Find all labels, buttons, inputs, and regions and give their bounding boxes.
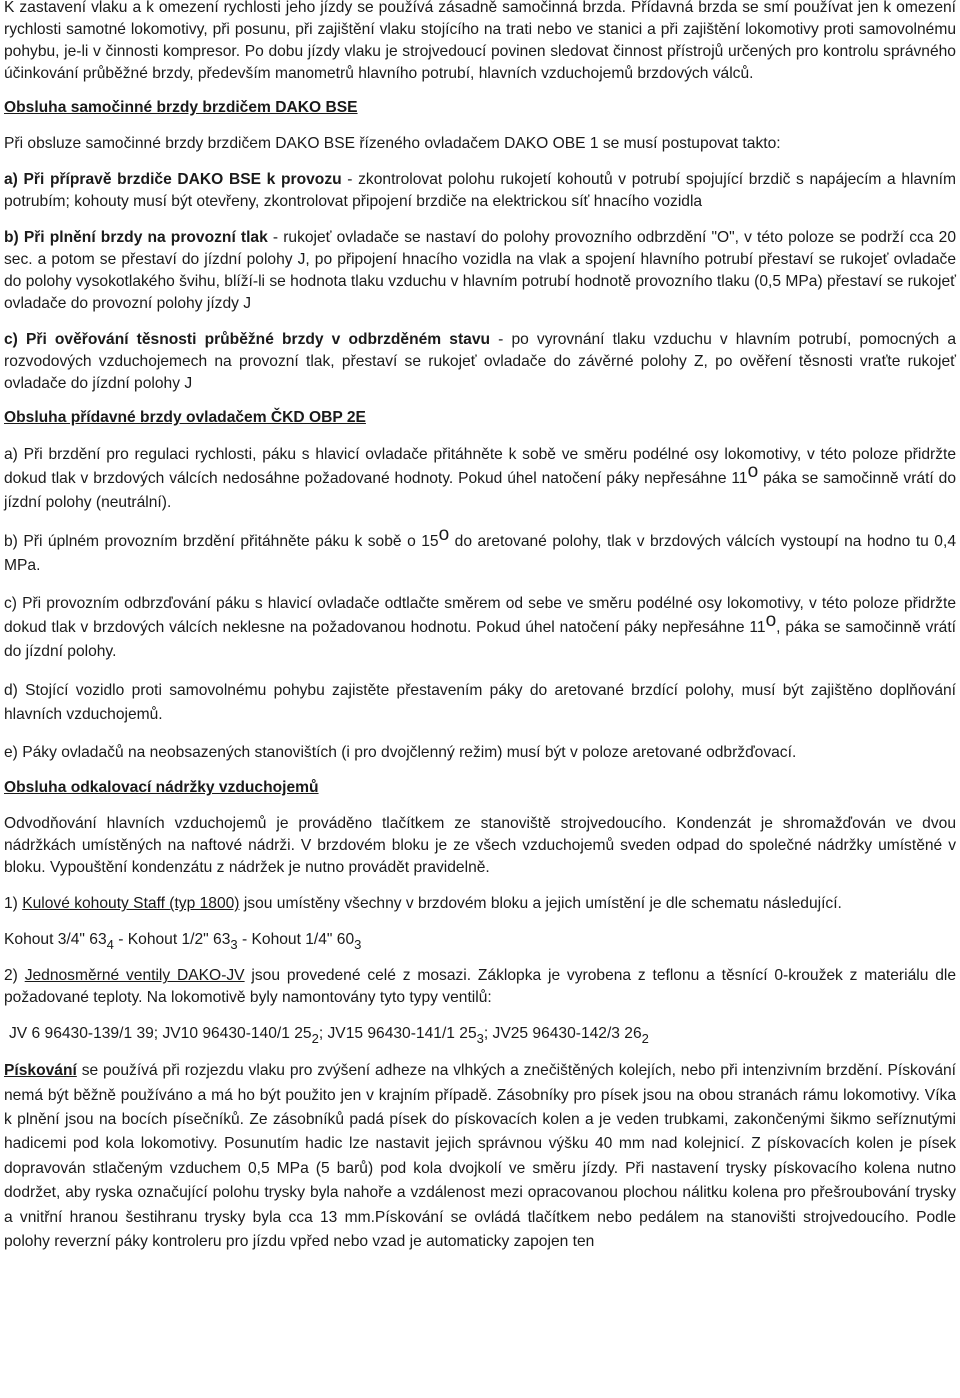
bse-item-b-text: - rukojeť ovladače se nastaví do polohy provozního odbrzdění "O", v této poloze se podrží cca 20 sec. a potom se přestaví do jízdní polohy J, po připojení hnacího vozidla na vlak a spojení hlavního potrubí přestaví se rukojeť ovladače do polohy vysokotlakého švihu, blíží-li se hodnota tlaku vzduchu v hlavním potrubí hodnotě provozního tlaku (0,5 MPa) přestaví se rukojeť ovladače do provozní polohy jízdy J [4,229,956,312]
staff-valves-link: Kulové kohouty Staff (typ 1800) [22,895,240,913]
obp-item-c-text-1: c) Při provozním odbrzďování páku s hlavicí ovladače odtlačte směrem od sebe ve směru podélné osy lokomotivy, v této poloze přidržte dokud tlak v brzdových válcích neklesne na požadovanou hodnotu. Pokud úhel natočení páky nepřesáhne 11 [4,595,956,637]
degree-sign: o [765,610,777,632]
dako-jv-link: Jednosměrné ventily DAKO-JV [24,967,245,985]
sanding-text: se používá při rozjezdu vlaku pro zvýšení adheze na vlhkých a znečištěných kolejích, nebo při intenzivním brzdění. Pískování nemá být běžně používáno a má ho být použito jen v krajním případě. Zásobníky pro písek jsou na obou stranách rámu lokomotivy. Víka k plnění jsou na bocích písečníků. Ze zásobníků padá písek do pískovacích kolen a je veden trubkami, zakončenými šikmo seříznutými hadicemi pod kola lokomotivy. Posunutím hadic lze nastavit jejich správnou výšku 40 mm nad kolejnicí. Z pískovacích kolen je písek dopravován stlačeným vzduchem 0,5 MPa (5 barů) pod kola dvojkolí ve směru jízdy. Při nastavení trysky pískovacího kolena nutno dodržet, aby ryska označující polohu trysky byla nahoře a vzdálenost mezi opracovanou plochou nálitku kolena pro přešroubování trysky a vnitřní hranou šestihranu trysky byla cca 13 mm.Pískování se ovládá tlačítkem nebo pedálem na stanovišti strojvedoucího. Podle polohy reverzní páky kontroleru pro jízdu vpřed nebo vzad je automaticky zapojen ten [4,1062,956,1251]
sanding-paragraph [4,1059,956,1254]
degree-sign: o [747,461,759,483]
valve-list [4,929,956,951]
obp-item-c [4,592,956,665]
valve-2: - Kohout 1/2" 63 [113,931,231,949]
bse-item-a [4,169,956,213]
jv-list [4,1023,956,1045]
jv-3: ; JV25 96430-142/3 26 [483,1025,642,1043]
tank-item-2 [4,965,956,1009]
intro-text-1: K zastavení vlaku a k omezení rychlosti jeho jízdy se používá zásadně samočinná brzda. Přídavná brzda se smí používat jen k omezení rychlosti samotné lokomotivy, při posunu, při zajištění vlaku stojícího na trati nebo ve stanici a při zajištění lokomotivy proti samovolnému pohybu, je-li v činnosti kompresor. [4,0,956,60]
bse-lead: Při obsluze samočinné brzdy brzdičem DAKO BSE řízeného ovladačem DAKO OBE 1 se musí postupovat takto: [4,135,781,152]
jv-1-sub: 2 [311,1031,319,1047]
obp-items [4,443,956,765]
heading-tank: Obsluha odkalovací nádržky vzduchojemů [4,779,319,797]
bse-item-a-text: - zkontrolovat polohu rukojetí kohoutů v potrubí spojující brzdič s napájecím a hlavním potrubím; kohouty musí být otevřeny, zkontrolovat připojení brzdiče na elektrickou síť hnacího vozidla [4,171,956,210]
obp-item-a-text-2: páka se samočinně vrátí do jízdní polohy (neutrální). [4,470,956,512]
tank-item-1-text: jsou umístěny všechny v brzdovém bloku a jejich umístění je dle schematu následující. [239,895,842,913]
valve-1: Kohout 3/4" 63 [4,931,107,949]
tank-item-1-num: 1) [4,895,23,913]
bse-item-a-label: a) Při přípravě brzdiče DAKO BSE k provozu [4,171,342,188]
obp-item-b-text-1: b) Při úplném provozním brzdění přitáhněte páku k sobě o 15 [4,532,439,550]
valve-3: - Kohout 1/4" 60 [237,931,355,949]
obp-item-a-text-1: a) Při brzdění pro regulaci rychlosti, páku s hlavicí ovladače přitáhněte k sobě ve směru podélné osy lokomotivy, v této poloze přidržte dokud tlak v brzdových válcích nedosáhne požadované hodnoty. Pokud úhel natočení páky nepřesáhne 11 [4,446,956,488]
bse-item-c-label: c) Při ověřování těsnosti průběžné brzdy v odbrzděném stavu [4,331,491,348]
valve-3-sub: 3 [354,937,362,953]
bse-item-c [4,329,956,395]
jv-1: JV 6 96430-139/1 39; JV10 96430-140/1 25 [9,1025,312,1043]
obp-item-a [4,443,956,516]
obp-item-d: d) Stojící vozidlo proti samovolnému pohybu zajistěte přestavením páky do aretované brzdící polohy, musí být zajištěno doplňování hlavních vzduchojemů. [4,681,956,723]
valve-1-sub: 4 [106,937,114,953]
tank-item-2-num: 2) [4,967,25,985]
tank-item-1 [4,893,956,915]
bse-item-b-label: b) Při plnění brzdy na provozní tlak [4,229,268,246]
tank-paragraph: Odvodňování hlavních vzduchojemů je prováděno tlačítkem ze stanoviště strojvedoucího. Kondenzát je shromažďován ve dvou nádržkách umístěných na naftové nádrži. V brzdovém bloku je ze všech vzduchojemů sveden odpad do společné nádržky umístěné v bloku. Vypouštění kondenzátu z nádržek je nutno provádět pravidelně. [4,815,956,877]
jv-2: ; JV15 96430-141/1 25 [318,1025,477,1043]
obp-item-e: e) Páky ovladačů na neobsazených stanovištích (i pro dvojčlenný režim) musí být v poloze aretované odbržďovací. [4,744,797,762]
intro-paragraph [4,0,956,85]
heading-obp: Obsluha přídavné brzdy ovladačem ČKD OBP 2E [4,409,366,426]
bse-item-b [4,227,956,315]
jv-3-sub: 2 [641,1031,649,1047]
sanding-label: Pískování [4,1062,77,1080]
jv-2-sub: 3 [476,1031,484,1047]
intro-text-2: Po dobu jízdy vlaku je strojvedoucí povinen sledovat činnost přístrojů určených pro kontrolu správného účinkování průběžné brzdy, především manometrů hlavního potrubí, hlavních vzduchojemů brzdových válců. [4,43,956,82]
obp-item-b-text-2: do aretované polohy, tlak v brzdových válcích vystoupí na hodno tu 0,4 MPa. [4,532,956,574]
obp-item-c-text-2: , páka se samočinně vrátí do jízdní polohy. [4,619,957,661]
valve-2-sub: 3 [230,937,238,953]
heading-bse: Obsluha samočinné brzdy brzdičem DAKO BSE [4,99,358,116]
tank-item-2-text: jsou provedené celé z mosazi. Záklopka je vyrobena z teflonu a těsnící 0-kroužek z materiálu dle požadované teploty. Na lokomotivě byly namontovány tyto typy ventilů: [4,967,957,1007]
degree-sign: o [438,523,450,545]
obp-item-b [4,523,956,578]
bse-item-c-text: - po vyrovnání tlaku vzduchu v hlavním potrubí, pomocných a rozvodových vzduchojemech na provozní tlak, přestaví se rukojeť ovladače do závěrné polohy Z, po ověření těsnosti vraťte rukojeť ovladače do jízdní polohy J [4,331,956,392]
